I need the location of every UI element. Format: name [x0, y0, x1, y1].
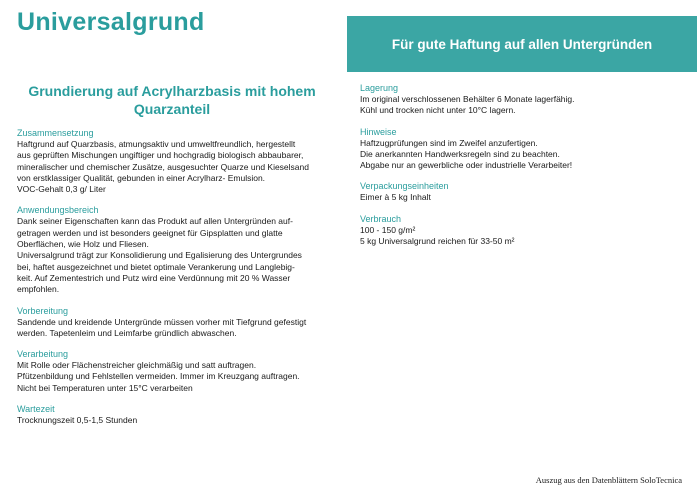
section-heading: Hinweise: [360, 126, 397, 137]
section-body: Haftzugprüfungen sind im Zweifel anzufertigen. Die anerkannten Handwerksregeln sind zu beachten. Abgabe nur an gewerbliche oder industrielle Verarbeiter!: [360, 137, 573, 171]
section-hinweise: [360, 126, 690, 172]
right-column: [360, 82, 690, 256]
section-heading: Verpackungseinheiten: [360, 181, 449, 192]
section-body: Trocknungszeit 0,5-1,5 Stunden: [17, 415, 138, 426]
section-wartezeit: [17, 403, 342, 426]
section-body: 100 - 150 g/m² 5 kg Universalgrund reichen für 33-50 m²: [360, 224, 515, 247]
section-heading: Verbrauch: [360, 213, 402, 224]
section-heading: Vorbereitung: [17, 305, 69, 316]
section-body: Mit Rolle oder Flächenstreicher gleichmäßig und satt auftragen. Pfützenbildung und Fehlstellen vermeiden. Immer im Kreuzgang auftragen. Nicht bei Temperaturen unter 15°C verarbeiten: [17, 360, 300, 393]
section-zusammensetzung: [17, 127, 342, 195]
section-body: Im original verschlossenen Behälter 6 Monate lagerfähig. Kühl und trocken nicht unter 10°C lagern.: [360, 94, 575, 116]
section-heading: Wartezeit: [17, 404, 55, 415]
section-body: Eimer à 5 kg Inhalt: [360, 192, 431, 203]
section-body: Dank seiner Eigenschaften kann das Produkt auf allen Untergründen auf- getragen werden und ist besonders geeignet für Gipsplatten und glatte Oberflächen, wie Holz und Fliesen. Universalgrund trägt zur Konsolidierung und Egalisierung des Untergrundes bei, haftet ausgezeichnet und bietet optimale Verankerung und Langlebig- keit. Auf Zementestrich und Putz wird eine Verdünnung mit 20 % Wasser empfohlen.: [17, 216, 302, 295]
left-column: [17, 127, 342, 435]
section-vorbereitung: [17, 305, 342, 340]
section-body: Sandende und kreidende Untergründe müssen vorher mit Tiefgrund gefestigt werden. Tapetenleim und Leimfarbe gründlich abwaschen.: [17, 316, 307, 338]
section-verarbeitung: [17, 348, 342, 394]
section-lagerung: [360, 82, 690, 117]
section-heading: Zusammensetzung: [17, 128, 94, 138]
section-anwendungsbereich: [17, 204, 342, 295]
product-subtitle: Grundierung auf Acrylharzbasis mit hohem Quarzanteil: [28, 83, 316, 117]
section-verbrauch: [360, 213, 690, 248]
section-heading: Lagerung: [360, 83, 399, 93]
section-body: Haftgrund auf Quarzbasis, atmungsaktiv und umweltfreundlich, hergestellt aus geprüften Mischungen ungiftiger und hochgradig biologisch abbaubarer, mineralischer und chemischer Zusätze, ausgesuchter Quarze und Kieselsand von erstklassiger Qualität, gebunden in einer Acrylharz- Emulsion. VOC-Gehalt 0,3 g/ Liter: [17, 139, 309, 195]
section-verpackungseinheiten: [360, 180, 690, 203]
section-heading: Verarbeitung: [17, 349, 69, 360]
tagline-banner: Für gute Haftung auf allen Untergründen: [347, 16, 697, 72]
page-title: Universalgrund: [17, 8, 205, 36]
source-footnote: Auszug aus den Datenblättern SoloTecnica: [535, 475, 682, 485]
section-heading: Anwendungsbereich: [17, 205, 99, 216]
